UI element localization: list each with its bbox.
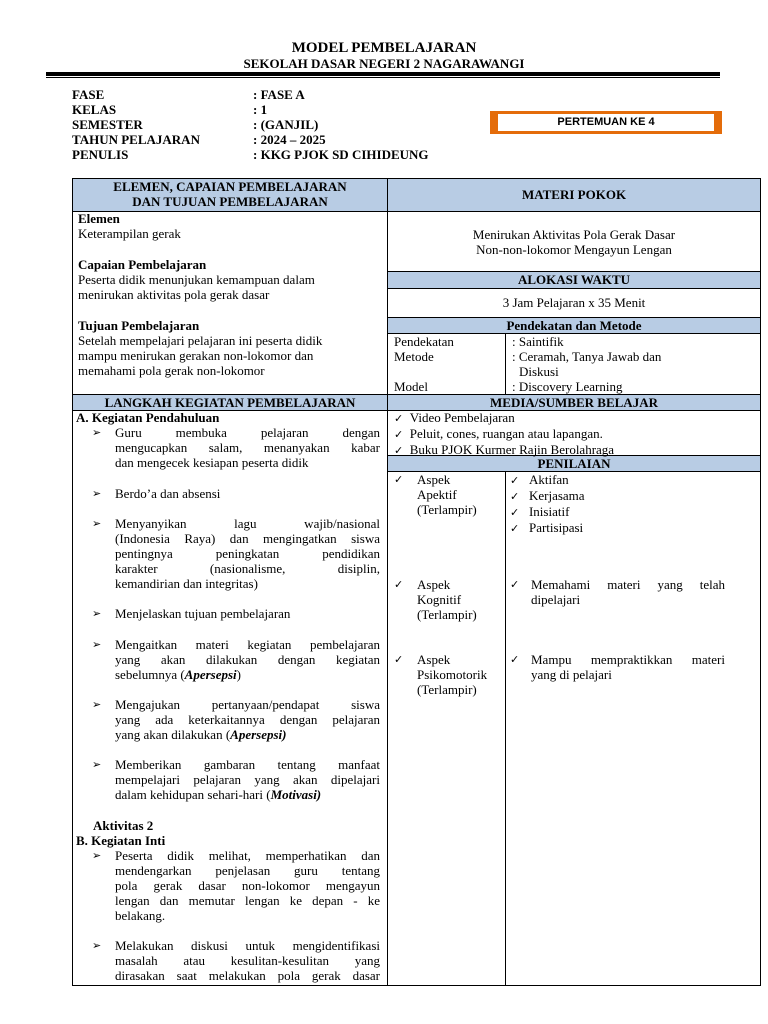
meta-value: : 1 xyxy=(253,102,268,117)
step-text: Mengajukan pertanyaan/pendapat siswa xyxy=(115,697,380,712)
materi-text: Menirukan Aktivitas Pola Gerak Dasar xyxy=(472,227,676,242)
kegiatan-inti-title: B. Kegiatan Inti xyxy=(76,833,166,848)
step-text: mempelajari pelajaran yang akan dipelajari xyxy=(115,772,380,787)
pendekatan-value: : Saintifik xyxy=(512,334,564,349)
step-text: sebelumnya (Apersepsi) xyxy=(115,667,242,682)
meta-label: SEMESTER xyxy=(72,117,143,132)
arrow-bullet-icon: ➢ xyxy=(92,426,102,439)
aspek-text: (Terlampir) xyxy=(417,502,477,517)
meta-label: TAHUN PELAJARAN xyxy=(72,132,200,147)
meta-value: : FASE A xyxy=(253,87,305,102)
kognitif-text: dipelajari xyxy=(531,592,581,607)
media-item: Video Pembelajaran xyxy=(409,410,515,425)
step-text: Menjelaskan tujuan pembelajaran xyxy=(115,606,291,621)
step-text: lengan dan memutar lengan ke depan - ke xyxy=(115,893,380,908)
table-border xyxy=(505,471,506,985)
list-item xyxy=(510,488,750,504)
arrow-bullet-icon: ➢ xyxy=(92,487,102,500)
aspek-text: (Terlampir) xyxy=(417,682,477,697)
alokasi-header: ALOKASI WAKTU xyxy=(517,272,631,287)
step-text: Mengaitkan materi kegiatan pembelajaran xyxy=(115,637,380,652)
tujuan-title: Tujuan Pembelajaran xyxy=(78,318,200,333)
check-icon: ✓ xyxy=(510,522,520,535)
pendekatan-label: Pendekatan xyxy=(394,334,454,349)
step-text: Berdo’a dan absensi xyxy=(115,486,221,501)
afektif-item: Aktifan xyxy=(528,472,569,487)
step-text: pentingnya peningkatan pendidikan xyxy=(115,546,380,561)
arrow-bullet-icon: ➢ xyxy=(92,517,102,530)
step-text: mengucapkan salam, menanyakan kabar xyxy=(115,440,380,455)
check-icon: ✓ xyxy=(510,474,520,487)
check-icon: ✓ xyxy=(394,578,404,591)
media-item: Peluit, cones, ruangan atau lapangan. xyxy=(409,426,603,441)
arrow-bullet-icon: ➢ xyxy=(92,698,102,711)
step-text: pola gerak dasar non-lokomor mengayun xyxy=(115,878,380,893)
media-header: MEDIA/SUMBER BELAJAR xyxy=(490,395,658,410)
arrow-bullet-icon: ➢ xyxy=(92,758,102,771)
pendekatan-labels xyxy=(394,334,504,394)
alokasi-value: 3 Jam Pelajaran x 35 Menit xyxy=(502,295,646,310)
afektif-item: Inisiatif xyxy=(528,504,570,519)
aspek-text: (Terlampir) xyxy=(417,607,477,622)
elemen-value: Keterampilan gerak xyxy=(78,226,181,241)
left-header-line: DAN TUJUAN PEMBELAJARAN xyxy=(132,194,328,209)
materi-header: MATERI POKOK xyxy=(521,187,627,202)
aspek-text: Psikomotorik xyxy=(417,667,488,682)
pendekatan-header: Pendekatan dan Metode xyxy=(506,318,642,333)
meta-label: FASE xyxy=(72,87,105,102)
step-text: masalah atau kesulitan-kesulitan yang xyxy=(115,953,380,968)
kognitif-text: Memahami materi yang telah xyxy=(531,577,725,592)
table-border xyxy=(760,178,761,986)
list-item xyxy=(510,472,750,488)
header-rule-thin xyxy=(46,77,720,78)
table-border xyxy=(388,288,761,289)
pendekatan-value: Diskusi xyxy=(519,364,559,379)
afektif-item: Partisipasi xyxy=(528,520,584,535)
step-text: karakter (nasionalisme, disiplin, xyxy=(115,561,380,576)
step-text: kemandirian dan integritas) xyxy=(115,576,258,591)
list-item xyxy=(510,520,750,536)
aktivitas-title: Aktivitas 2 xyxy=(93,818,154,833)
step-text: yang akan dilakukan (Apersepsi) xyxy=(115,727,287,742)
pendekatan-values xyxy=(512,334,757,394)
pendekatan-value: : Discovery Learning xyxy=(512,379,623,394)
step-text: yang ada keterkaitannya dengan pelajaran xyxy=(115,712,380,727)
step-text: mendengarkan penjelasan guru tentang xyxy=(115,863,380,878)
meta-labels xyxy=(72,87,200,162)
left-header xyxy=(72,179,388,209)
media-list xyxy=(394,410,754,458)
capaian-title: Capaian Pembelajaran xyxy=(78,257,207,272)
table-border xyxy=(72,178,73,986)
step-text: yang akan dilakukan dengan kegiatan xyxy=(115,652,380,667)
capaian-section xyxy=(78,257,384,302)
meta-value: : KKG PJOK SD CIHIDEUNG xyxy=(253,147,429,162)
school-name: SEKOLAH DASAR NEGERI 2 NAGARAWANGI xyxy=(243,56,525,71)
check-icon: ✓ xyxy=(510,578,520,591)
arrow-bullet-icon: ➢ xyxy=(92,638,102,651)
check-icon: ✓ xyxy=(394,428,404,441)
meeting-badge: PERTEMUAN KE 4 xyxy=(498,114,714,131)
penilaian-header: PENILAIAN xyxy=(537,456,611,471)
step-text: Guru membuka pelajaran dengan xyxy=(115,425,380,440)
step-text: Menyanyikan lagu wajib/nasional xyxy=(115,516,380,531)
pendekatan-label: Metode xyxy=(394,349,434,364)
left-header-line: ELEMEN, CAPAIAN PEMBELAJARAN xyxy=(113,179,347,194)
header-rule xyxy=(46,72,720,76)
aspek-text: Aspek xyxy=(417,652,451,667)
list-item xyxy=(510,504,750,520)
capaian-text: Peserta didik menunjukan kemampuan dalam xyxy=(78,272,315,287)
step-text: (Indonesia Raya) dan mengingatkan siswa xyxy=(115,531,380,546)
elemen-section xyxy=(78,211,384,241)
arrow-bullet-icon: ➢ xyxy=(92,849,102,862)
check-icon: ✓ xyxy=(510,653,520,666)
check-icon: ✓ xyxy=(510,506,520,519)
check-icon: ✓ xyxy=(394,473,404,486)
pendekatan-label xyxy=(394,364,504,379)
page-title: MODEL PEMBELAJARAN xyxy=(291,40,477,56)
elemen-title: Elemen xyxy=(78,211,120,226)
meta-label: KELAS xyxy=(72,102,117,117)
pendekatan-value: : Ceramah, Tanya Jawab dan xyxy=(512,349,662,364)
check-icon: ✓ xyxy=(394,412,404,425)
langkah-header: LANGKAH KEGIATAN PEMBELAJARAN xyxy=(104,395,356,410)
step-text: dirasakan saat melakukan pola gerak dasar xyxy=(115,968,380,983)
aspek-text: Apektif xyxy=(417,487,457,502)
materi-text: Non-non-lokomor Mengayun Lengan xyxy=(476,242,672,257)
meta-label: PENULIS xyxy=(72,147,129,162)
capaian-text: menirukan aktivitas pola gerak dasar xyxy=(78,287,270,302)
aspek-text: Aspek xyxy=(417,577,451,592)
meta-value: : 2024 – 2025 xyxy=(253,132,326,147)
step-text: Melakukan diskusi untuk mengidentifikasi xyxy=(115,938,380,953)
arrow-bullet-icon: ➢ xyxy=(92,607,102,620)
aspek-text: Kognitif xyxy=(417,592,462,607)
arrow-bullet-icon: ➢ xyxy=(92,939,102,952)
materi-content xyxy=(388,227,760,257)
list-item xyxy=(394,426,754,442)
check-icon: ✓ xyxy=(510,490,520,503)
psiko-text: Mampu mempraktikkan materi xyxy=(531,652,725,667)
aspek-text: Aspek xyxy=(417,472,451,487)
step-text: dan mengecek kesiapan peserta didik xyxy=(115,455,309,470)
check-icon: ✓ xyxy=(394,444,404,457)
tujuan-text: memahami pola gerak non-lokomor xyxy=(78,363,265,378)
meta-values xyxy=(253,87,429,162)
tujuan-text: mampu menirukan gerakan non-lokomor dan xyxy=(78,348,314,363)
psiko-text: yang di pelajari xyxy=(531,667,612,682)
tujuan-text: Setelah mempelajari pelajaran ini peserta didik xyxy=(78,333,323,348)
media-item: Buku PJOK Kurmer Rajin Berolahraga xyxy=(409,442,615,457)
step-text: Peserta didik melihat, memperhatikan dan xyxy=(115,848,380,863)
meta-value: : (GANJIL) xyxy=(253,117,319,132)
afektif-item: Kerjasama xyxy=(528,488,585,503)
afektif-items xyxy=(510,472,750,536)
pendekatan-label: Model xyxy=(394,379,428,394)
tujuan-section xyxy=(78,318,384,378)
table-border xyxy=(505,333,506,394)
kegiatan-pendahuluan-title: A. Kegiatan Pendahuluan xyxy=(76,410,220,425)
table-border xyxy=(72,985,761,986)
check-icon: ✓ xyxy=(394,653,404,666)
list-item xyxy=(394,410,754,426)
step-text: Memberikan gambaran tentang manfaat xyxy=(115,757,380,772)
step-text: dalam kehidupan sehari-hari (Motivasi) xyxy=(115,787,322,802)
step-text: belakang. xyxy=(115,908,166,923)
